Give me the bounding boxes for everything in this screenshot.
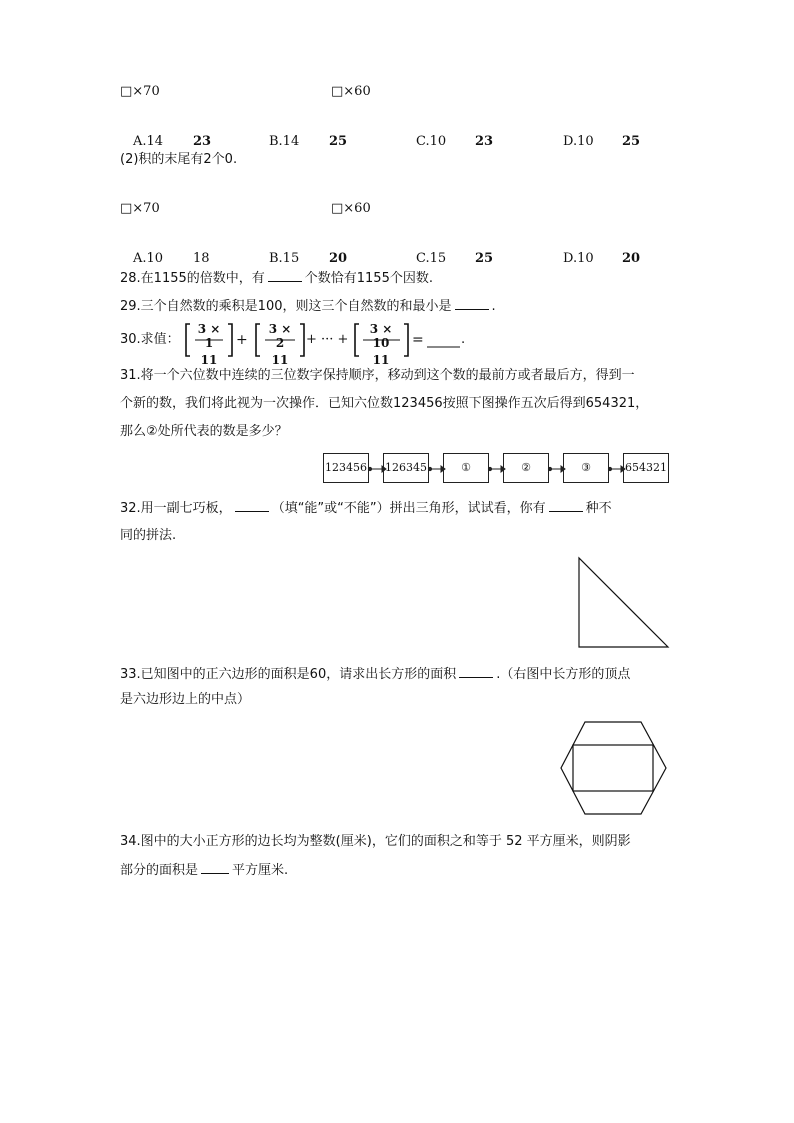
flow-box-1: 123456 (323, 453, 369, 483)
question-33-line-1 (120, 666, 630, 683)
question-text: 种不 (585, 501, 612, 516)
answer-blank[interactable] (549, 500, 583, 512)
question-29 (120, 298, 496, 315)
question-text: 个数恰有1155个因数. (304, 271, 433, 286)
flow-box-2: 126345 (383, 453, 429, 483)
equals-sign: = (412, 332, 424, 348)
question-30-label (120, 332, 180, 348)
question-text: 平方厘米. (232, 863, 289, 878)
option-d-value: 20 (622, 251, 641, 266)
question-number: 30 (120, 332, 137, 347)
question-32-line-2: 同的拼法. (120, 528, 177, 543)
option-b-label[interactable]: B.15 (269, 251, 300, 266)
question-33-line-2: 是六边形边上的中点） (120, 692, 251, 707)
multiplication-line-2b: □×60 (331, 201, 371, 216)
multiplication-line-1a: □×70 (120, 84, 160, 99)
question-text: .将一个六位数中连续的三位数字保持顺序，移动到这个数的最前方或者最后方，得到一 (136, 368, 635, 383)
fraction-3 (360, 322, 402, 367)
question-34-line-1 (120, 834, 631, 850)
fraction-2 (262, 322, 298, 367)
option-c-label[interactable]: C.10 (416, 134, 447, 149)
operation-flow-arrows (320, 452, 672, 488)
question-text: .已知图中的正六边形的面积是60，请求出长方形的面积 (136, 667, 457, 682)
flow-box-6: 654321 (623, 453, 669, 483)
option-d-value: 25 (622, 134, 641, 149)
fraction-numerator: 3 × 10 (369, 322, 393, 350)
flow-box-3: ① (443, 453, 489, 483)
question-34-line-2 (120, 862, 288, 879)
question-text: （填“能”或“不能”）拼出三角形，试试看，你有 (271, 501, 546, 516)
hexagon-rectangle-figure (558, 718, 670, 818)
period: . (461, 332, 466, 347)
question-28 (120, 270, 433, 287)
question-number: 31 (120, 368, 137, 383)
plus-sign: + (236, 332, 248, 348)
ellipsis-terms: + ··· + (306, 332, 349, 347)
right-triangle-figure (575, 555, 671, 651)
fraction-numerator: 3 × 1 (197, 322, 221, 350)
sub-question-2: (2)积的末尾有2个0. (120, 152, 238, 167)
question-text: 部分的面积是 (120, 863, 199, 878)
option-a-label[interactable]: A.14 (133, 134, 164, 149)
answer-blank[interactable] (459, 666, 493, 678)
option-c-value: 25 (475, 251, 494, 266)
question-31-line-2: 个新的数，我们将此视为一次操作．已知六位数123456按照下图操作五次后得到654321， (120, 396, 649, 411)
multiplication-line-1b: □×60 (331, 84, 371, 99)
fraction-numerator: 3 × 2 (268, 322, 292, 350)
multiplication-line-2a: □×70 (120, 201, 160, 216)
fraction-1 (191, 322, 227, 367)
question-text: .在1155的倍数中，有 (136, 271, 265, 286)
question-32-line-1 (120, 500, 612, 517)
question-text: .图中的大小正方形的边长均为整数(厘米)，它们的面积之和等于 52 平方厘米，则阴影 (136, 834, 631, 849)
option-b-label[interactable]: B.14 (269, 134, 300, 149)
option-b-value: 25 (329, 134, 348, 149)
option-a-label[interactable]: A.10 (133, 251, 164, 266)
option-d-label[interactable]: D.10 (563, 251, 594, 266)
answer-blank[interactable] (455, 298, 489, 310)
option-d-label[interactable]: D.10 (563, 134, 594, 149)
question-text: . (491, 299, 496, 314)
option-a-value: 23 (193, 134, 212, 149)
question-number: 34 (120, 834, 137, 849)
question-number: 29 (120, 299, 137, 314)
flow-box-5: ③ (563, 453, 609, 483)
answer-blank[interactable] (235, 500, 269, 512)
option-c-value: 23 (475, 134, 494, 149)
fraction-denominator: 11 (372, 353, 390, 367)
question-31-line-3: 那么②处所代表的数是多少？ (120, 424, 288, 439)
question-number: 32 (120, 501, 137, 516)
question-number: 28 (120, 271, 137, 286)
option-a-value: 18 (193, 251, 210, 266)
question-31-line-1 (120, 368, 635, 384)
option-b-value: 20 (329, 251, 348, 266)
question-text: .求值： (136, 332, 180, 347)
answer-blank[interactable] (268, 270, 302, 282)
question-number: 33 (120, 667, 137, 682)
flow-box-4: ② (503, 453, 549, 483)
answer-blank[interactable] (201, 862, 229, 874)
question-text: .（右图中长方形的顶点 (496, 667, 631, 682)
fraction-denominator: 11 (271, 353, 289, 367)
question-text: .用一副七巧板， (136, 501, 232, 516)
option-c-label[interactable]: C.15 (416, 251, 447, 266)
question-text: .三个自然数的乘积是100，则这三个自然数的和最小是 (136, 299, 452, 314)
fraction-denominator: 11 (200, 353, 218, 367)
